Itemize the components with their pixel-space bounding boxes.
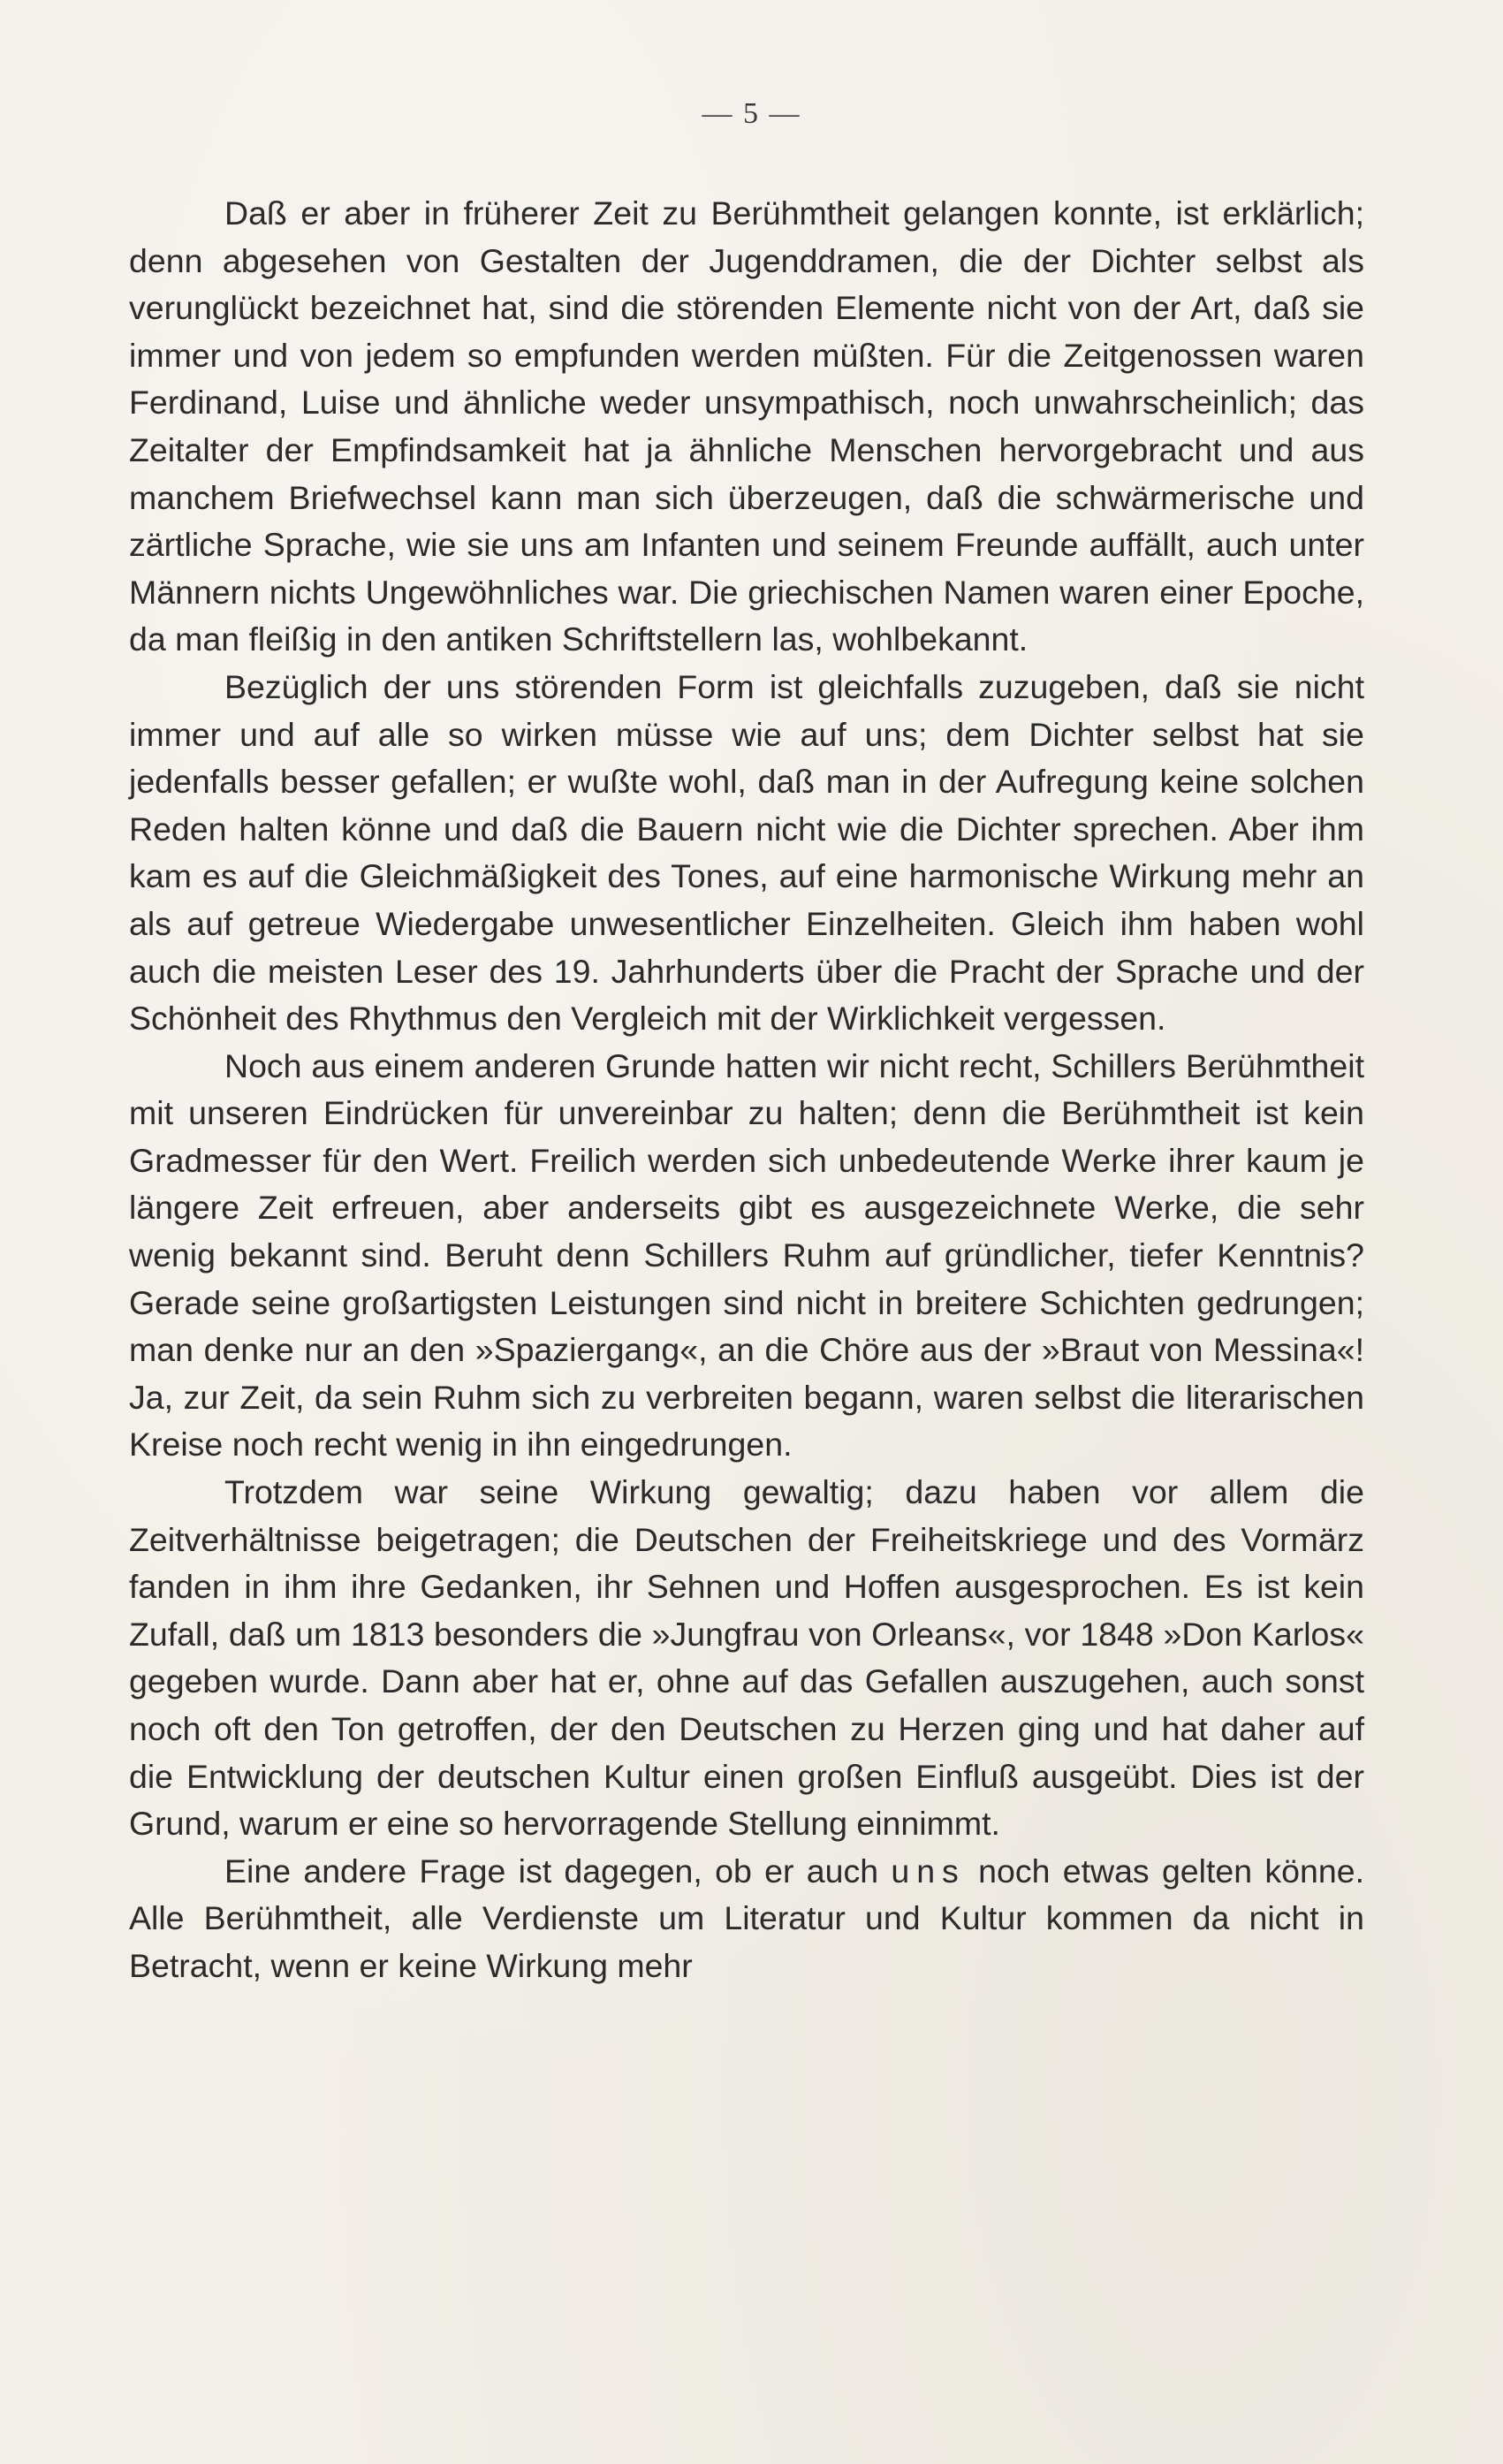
page-number: — 5 — <box>702 97 801 130</box>
paragraph: Bezüglich der uns störenden Form ist gleichfalls zuzugeben, daß sie nicht immer und auf alle so wirken müsse wie auf uns; dem Dichter selbst hat sie jedenfalls besser gefallen; er wußte wohl, daß man in der Aufregung keine solchen Reden halten könne und daß die Bauern nicht wie die Dichter sprechen. Aber ihm kam es auf die Gleichmäßigkeit des Tones, auf eine harmonische Wirkung mehr an als auf getreue Wiedergabe unwesentlicher Einzelheiten. Gleich ihm haben wohl auch die meisten Leser des 19. Jahrhunderts über die Pracht der Sprache und der Schönheit des Rhythmus den Vergleich mit der Wirklichkeit vergessen. <box>129 667 1364 1038</box>
text-segment: Eine andere Frage ist dagegen, ob er auch <box>224 1852 879 1890</box>
text-segment: noch etwas gelten könne. Alle Berühmtheit, alle Verdienste um Literatur und Kultur kommen da nicht in Betracht, wenn er keine Wirkung mehr <box>129 1852 1365 1984</box>
emphasized-word: uns <box>891 1852 966 1890</box>
paragraph: Daß er aber in früherer Zeit zu Berühmtheit gelangen konnte, ist erklärlich; denn abgesehen von Gestalten der Jugenddramen, die der Dichter selbst als verunglückt bezeichnet hat, sind die störenden Elemente nicht von der Art, daß sie immer und von jedem so empfunden werden müßten. Für die Zeitgenossen waren Ferdinand, Luise und ähnliche weder unsympathisch, noch unwahrscheinlich; das Zeitalter der Empfindsamkeit hat ja ähnliche Menschen hervorgebracht und aus manchem Briefwechsel kann man sich überzeugen, daß die schwärmerische und zärtliche Sprache, wie sie uns am Infanten und seinem Freunde auffällt, auch unter Männern nichts Ungewöhnliches war. Die griechischen Namen waren einer Epoche, da man fleißig in den antiken Schriftstellern las, wohlbekannt. <box>129 194 1364 658</box>
body-text <box>129 190 1364 1990</box>
paragraph-last <box>129 1848 1364 1990</box>
paragraph: Noch aus einem anderen Grunde hatten wir nicht recht, Schillers Berühmtheit mit unseren Eindrücken für unvereinbar zu halten; denn die Berühmtheit ist kein Gradmesser für den Wert. Freilich werden sich unbedeutende Werke ihrer kaum je längere Zeit erfreuen, aber anderseits gibt es ausgezeichnete Werke, die sehr wenig bekannt sind. Beruht denn Schillers Ruhm auf gründlicher, tiefer Kenntnis? Gerade seine großartigsten Leistungen sind nicht in breitere Schichten gedrungen; man denke nur an den »Spaziergang«, an die Chöre aus der »Braut von Messina«! Ja, zur Zeit, da sein Ruhm sich zu verbreiten begann, waren selbst die literarischen Kreise noch recht wenig in ihn eingedrungen. <box>129 1046 1364 1464</box>
paragraph: Trotzdem war seine Wirkung gewaltig; dazu haben vor allem die Zeitverhältnisse beigetragen; die Deutschen der Freiheitskriege und des Vormärz fanden in ihm ihre Gedanken, ihr Sehnen und Hoffen ausgesprochen. Es ist kein Zufall, daß um 1813 besonders die »Jungfrau von Orleans«, vor 1848 »Don Karlos« gegeben wurde. Dann aber hat er, ohne auf das Gefallen auszugehen, auch sonst noch oft den Ton getroffen, der den Deutschen zu Herzen ging und hat daher auf die Entwicklung der deutschen Kultur einen großen Einfluß ausgeübt. Dies ist der Grund, warum er eine so hervorragende Stellung einnimmt. <box>129 1473 1364 1843</box>
